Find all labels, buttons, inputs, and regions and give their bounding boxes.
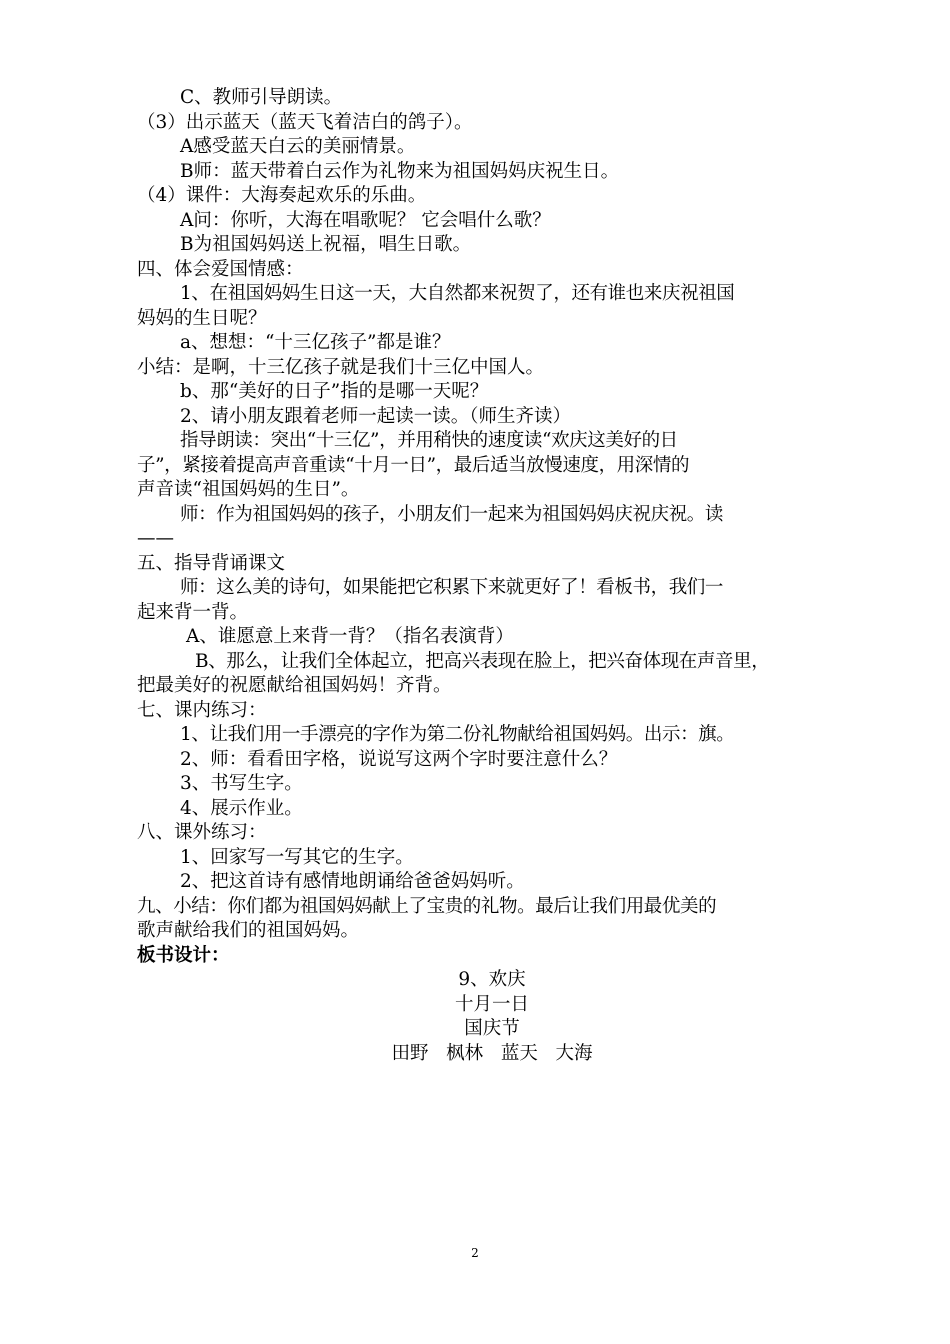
section-heading: 五、指导背诵课文: [137, 552, 286, 574]
text-line: 2、请小朋友跟着老师一起读一读。（师生齐读）: [180, 405, 572, 427]
text-line: 把最美好的祝愿献给祖国妈妈！齐背。: [137, 675, 452, 696]
text-line: 1、在祖国妈妈生日这一天，大自然都来祝贺了，还有谁也来庆祝祖国: [180, 283, 735, 304]
text-line: B为祖国妈妈送上祝福，唱生日歌。: [180, 234, 472, 255]
text-line: a、想想：“十三亿孩子”都是谁？: [180, 332, 451, 353]
text-line: 子”，紧接着提高声音重读“十月一日”，最后适当放慢速度，用深情的: [137, 454, 690, 476]
text-line: 小结：是啊，十三亿孩子就是我们十三亿中国人。: [137, 356, 545, 378]
page-number: 2: [471, 1246, 479, 1260]
text-line: A问：你听，大海在唱歌呢？ 它会唱什么歌？: [180, 209, 551, 231]
text-line: 3、书写生字。: [180, 773, 303, 794]
text-line: （3）出示蓝天（蓝天飞着洁白的鸽子）。: [137, 111, 473, 133]
board-title: 9、欢庆: [458, 969, 526, 990]
board-line: 国庆节: [464, 1018, 520, 1039]
board-line: 田野 枫林 蓝天 大海: [391, 1042, 593, 1064]
text-line: 1、让我们用一手漂亮的字作为第二份礼物献给祖国妈妈。出示：旗。: [180, 724, 735, 745]
text-line: A感受蓝天白云的美丽情景。: [180, 136, 416, 157]
text-line: 歌声献给我们的祖国妈妈。: [137, 920, 360, 941]
lesson-plan-text: [137, 86, 847, 1066]
text-line: B、那么，让我们全体起立，把高兴表现在脸上，把兴奋体现在声音里，: [195, 650, 770, 672]
text-line: 妈妈的生日呢？: [137, 307, 267, 329]
text-line: 2、师：看看田字格，说说写这两个字时要注意什么？: [180, 748, 618, 770]
text-line: B师：蓝天带着白云作为礼物来为祖国妈妈庆祝生日。: [180, 160, 620, 182]
text-line: 声音读“祖国妈妈的生日”。: [137, 479, 360, 500]
text-line: ——: [137, 528, 174, 549]
text-line: A、谁愿意上来背一背？（指名表演背）: [186, 626, 514, 647]
text-line: 指导朗读：突出“十三亿”，并用稍快的速度读“欢庆这美好的日: [180, 430, 678, 451]
section-heading: 七、课内练习：: [137, 699, 267, 721]
section-heading: 九、小结：你们都为祖国妈妈献上了宝贵的礼物。最后让我们用最优美的: [137, 895, 717, 917]
text-line: 师：这么美的诗句，如果能把它积累下来就更好了！看板书，我们一: [180, 577, 724, 598]
text-line: 4、展示作业。: [180, 797, 303, 819]
text-line: 师：作为祖国妈妈的孩子，小朋友们一起来为祖国妈妈庆祝庆祝。读: [180, 503, 724, 525]
board-line: 十月一日: [454, 993, 529, 1015]
text-line: 起来背一背。: [137, 601, 249, 623]
section-heading: 四、体会爱国情感：: [137, 258, 304, 280]
section-heading: 八、课外练习：: [137, 822, 267, 843]
text-line: （4）课件：大海奏起欢乐的乐曲。: [137, 185, 427, 206]
text-line: C、教师引导朗读。: [180, 87, 343, 108]
text-line: 2、把这首诗有感情地朗诵给爸爸妈妈听。: [180, 871, 525, 892]
board-design-heading: 板书设计：: [137, 944, 230, 966]
text-line: b、那“美好的日子”指的是哪一天呢？: [180, 381, 489, 402]
text-line: 1、回家写一写其它的生字。: [180, 846, 414, 868]
